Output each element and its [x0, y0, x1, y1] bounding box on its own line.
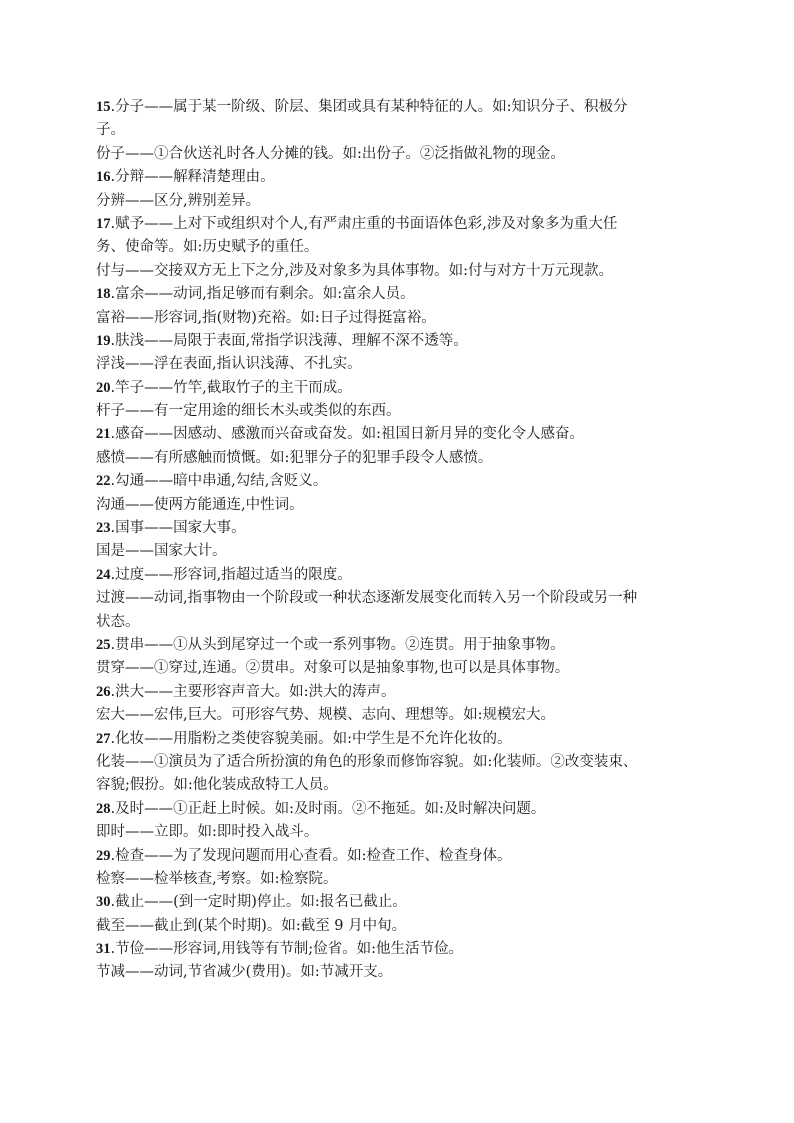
text-line: [96, 353, 696, 376]
entry-number: 19: [96, 332, 111, 349]
text-line: [96, 190, 696, 213]
line-text: 感愤——有所感触而愤慨。如:犯罪分子的犯罪手段令人感愤。: [96, 449, 493, 466]
entry-number: 22: [96, 473, 111, 490]
text-line: [96, 915, 696, 938]
text-line: [96, 821, 696, 844]
text-line: [96, 868, 696, 891]
line-text: .勾通——暗中串通,勾结,含贬义。: [110, 473, 328, 490]
line-text: .肤浅——局限于表面,常指学识浅薄、理解不深不透等。: [110, 332, 468, 349]
text-line: [96, 119, 696, 142]
line-text: 富裕——形容词,指(财物)充裕。如:日子过得挺富裕。: [96, 309, 436, 326]
line-text: .节俭——形容词,用钱等有节制;俭省。如:他生活节俭。: [110, 941, 463, 958]
entry-number: 24: [96, 566, 111, 583]
line-text: .洪大——主要形容声音大。如:洪大的涛声。: [110, 683, 396, 700]
text-line: [96, 143, 696, 166]
line-text: 宏大——宏伟,巨大。可形容气势、规模、志向、理想等。如:规模宏大。: [96, 707, 555, 724]
line-text: 份子——①合伙送礼时各人分摊的钱。如:出份子。②泛指做礼物的现金。: [96, 145, 565, 162]
line-text: 沟通——使两方能通连,中性词。: [96, 496, 304, 513]
entry-number: 17: [96, 215, 111, 232]
text-line: [96, 891, 696, 914]
line-text: .分子——属于某一阶级、阶层、集团或具有某种特征的人。如:知识分子、积极分: [110, 99, 628, 115]
entry-number: 23: [96, 520, 111, 537]
line-text: .竿子——竹竿,截取竹子的主干而成。: [110, 379, 352, 396]
text-line: [96, 400, 696, 423]
text-line: [96, 517, 696, 540]
line-text: 分辨——区分,辨别差异。: [96, 192, 261, 209]
text-line: [96, 213, 696, 236]
line-text: 付与——交接双方无上下之分,涉及对象多为具体事物。如:付与对方十万元现款。: [96, 262, 613, 279]
line-text: 化装——①演员为了适合所扮演的角色的形象而修饰容貌。如:化装师。②改变装束、: [96, 753, 638, 770]
line-text: 贯穿——①穿过,连通。②贯串。对象可以是抽象事物,也可以是具体事物。: [96, 660, 570, 677]
text-line: [96, 704, 696, 727]
text-line: [96, 845, 696, 868]
text-line: [96, 657, 696, 680]
line-text: .化妆——用脂粉之类使容貌美丽。如:中学生是不允许化妆的。: [110, 730, 512, 747]
text-line: [96, 728, 696, 751]
text-line: [96, 587, 696, 610]
text-line: [96, 470, 696, 493]
text-line: [96, 307, 696, 330]
text-line: [96, 330, 696, 353]
line-text: .分辩——解释清楚理由。: [110, 169, 275, 186]
line-text: 子。: [96, 122, 125, 139]
text-line: [96, 938, 696, 961]
text-line: [96, 634, 696, 657]
document-page: [96, 96, 696, 985]
text-line: [96, 540, 696, 563]
line-text: .富余——动词,指足够而有剩余。如:富余人员。: [110, 286, 415, 303]
line-text: 过渡——动词,指事物由一个阶段或一种状态逐渐发展变化而转入另一个阶段或另一种: [96, 590, 638, 607]
line-text: .及时——①正赶上时候。如:及时雨。②不拖延。如:及时解决问题。: [110, 800, 546, 817]
line-text: .截止——(到一定时期)停止。如:报名已截止。: [110, 894, 407, 911]
entry-number: 28: [96, 800, 111, 817]
text-line: [96, 494, 696, 517]
entry-number: 15: [96, 99, 111, 115]
entry-number: 20: [96, 379, 111, 396]
text-line: [96, 377, 696, 400]
line-text: 状态。: [96, 613, 140, 630]
text-line: [96, 423, 696, 446]
line-text: .赋予——上对下或组织对个人,有严肃庄重的书面语体色彩,涉及对象多为重大任: [110, 215, 618, 232]
line-text: 浮浅——浮在表面,指认识浅薄、不扎实。: [96, 356, 362, 373]
entry-number: 29: [96, 847, 111, 864]
entry-number: 25: [96, 636, 111, 653]
text-line: [96, 774, 696, 797]
entry-number: 26: [96, 683, 111, 700]
line-text: .贯串——①从头到尾穿过一个或一系列事物。②连贯。用于抽象事物。: [110, 636, 565, 653]
line-text: 即时——立即。如:即时投入战斗。: [96, 824, 319, 841]
text-line: [96, 236, 696, 259]
line-text: .检查——为了发现问题而用心查看。如:检查工作、检查身体。: [110, 847, 512, 864]
text-line: [96, 447, 696, 470]
line-text: 检察——检举核查,考察。如:检察院。: [96, 870, 338, 887]
entry-number: 30: [96, 894, 111, 911]
line-text: 务、使命等。如:历史赋予的重任。: [96, 239, 319, 256]
text-line: [96, 260, 696, 283]
text-line: [96, 611, 696, 634]
line-text: 容貌;假扮。如:他化装成敌特工人员。: [96, 777, 338, 794]
entry-number: 18: [96, 286, 111, 303]
line-text: 杆子——有一定用途的细长木头或类似的东西。: [96, 403, 401, 420]
text-line: [96, 166, 696, 189]
line-text: 截至——截止到(某个时期)。如:截至 9 月中旬。: [96, 917, 407, 934]
text-line: [96, 283, 696, 306]
line-text: 国是——国家大计。: [96, 543, 227, 560]
text-line: [96, 564, 696, 587]
line-text: 节减——动词,节省减少(费用)。如:节减开支。: [96, 964, 393, 981]
text-line: [96, 96, 696, 119]
line-text: .感奋——因感动、感激而兴奋或奋发。如:祖国日新月异的变化令人感奋。: [110, 426, 584, 443]
line-text: .国事——国家大事。: [110, 520, 246, 537]
text-line: [96, 961, 696, 984]
entry-number: 16: [96, 169, 111, 186]
entry-number: 21: [96, 426, 111, 443]
entry-number: 31: [96, 941, 111, 958]
text-line: [96, 681, 696, 704]
line-text: .过度——形容词,指超过适当的限度。: [110, 566, 352, 583]
text-line: [96, 751, 696, 774]
entry-number: 27: [96, 730, 111, 747]
text-line: [96, 798, 696, 821]
